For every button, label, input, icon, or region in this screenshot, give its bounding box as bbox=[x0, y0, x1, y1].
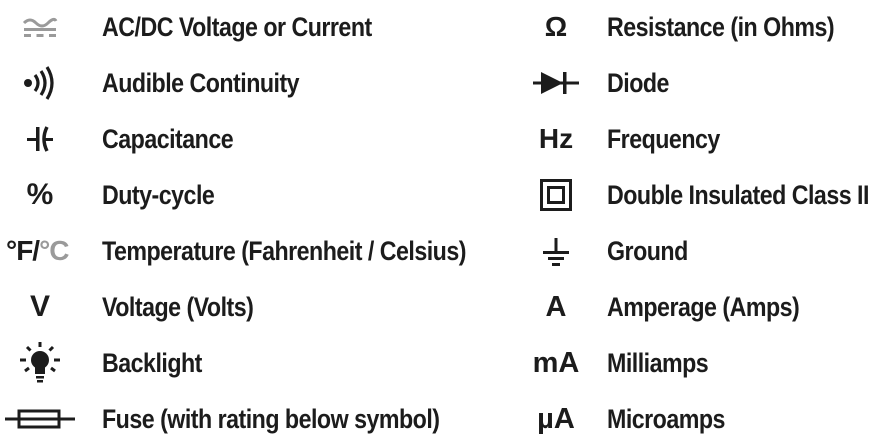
legend-row-diode bbox=[525, 60, 679, 106]
legend-row-continuity bbox=[0, 60, 331, 106]
voltage-icon: V bbox=[29, 290, 50, 323]
double-insulated-icon bbox=[525, 179, 587, 211]
amperage-icon: A bbox=[545, 290, 567, 323]
fuse-icon bbox=[0, 408, 80, 430]
legend-label: Fuse (with rating below symbol) bbox=[102, 403, 440, 434]
ac-dc-icon bbox=[0, 16, 80, 38]
microamps-icon: µA bbox=[537, 402, 575, 435]
legend-label: Voltage (Volts) bbox=[102, 291, 254, 322]
legend-label: AC/DC Voltage or Current bbox=[102, 11, 372, 42]
percent-icon: % bbox=[26, 178, 54, 211]
backlight-icon bbox=[0, 341, 80, 385]
legend-row-frequency bbox=[525, 116, 738, 162]
legend-label: Frequency bbox=[607, 123, 720, 154]
legend-row-fuse bbox=[0, 396, 494, 442]
legend-row-temperature bbox=[0, 228, 525, 274]
audible-continuity-icon bbox=[0, 66, 80, 100]
legend-label: Double Insulated Class II bbox=[607, 179, 869, 210]
legend-label: Milliamps bbox=[607, 347, 709, 378]
legend-row-voltage bbox=[0, 284, 278, 330]
milliamps-icon: mA bbox=[532, 346, 580, 379]
legend-label: Duty-cycle bbox=[102, 179, 215, 210]
legend-row-amperage bbox=[525, 284, 831, 330]
hertz-icon: Hz bbox=[538, 123, 574, 154]
legend-row-milliamps bbox=[525, 340, 725, 386]
legend-row-ground bbox=[525, 228, 701, 274]
legend-label: Microamps bbox=[607, 403, 725, 434]
legend-label: Amperage (Amps) bbox=[607, 291, 800, 322]
ohm-icon: Ω bbox=[544, 11, 568, 42]
capacitance-icon bbox=[0, 125, 80, 153]
legend-row-capacitance bbox=[0, 116, 254, 162]
legend-row-backlight bbox=[0, 340, 218, 386]
legend-label: Diode bbox=[607, 67, 669, 98]
legend-label: Audible Continuity bbox=[102, 67, 300, 98]
ground-icon bbox=[525, 236, 587, 266]
legend-row-microamps bbox=[525, 396, 744, 442]
legend-label: Capacitance bbox=[102, 123, 234, 154]
legend-row-ac-dc bbox=[0, 4, 416, 50]
legend-label: Temperature (Fahrenheit / Celsius) bbox=[102, 235, 466, 266]
legend-label: Backlight bbox=[102, 347, 202, 378]
legend-label: Resistance (in Ohms) bbox=[607, 11, 835, 42]
legend-row-duty-cycle bbox=[0, 172, 233, 218]
legend-row-double-insulated bbox=[525, 172, 887, 218]
diode-icon bbox=[525, 70, 587, 96]
legend-label: Ground bbox=[607, 235, 688, 266]
temperature-icon: °F/ °C bbox=[6, 235, 69, 266]
legend-row-resistance bbox=[525, 4, 871, 50]
